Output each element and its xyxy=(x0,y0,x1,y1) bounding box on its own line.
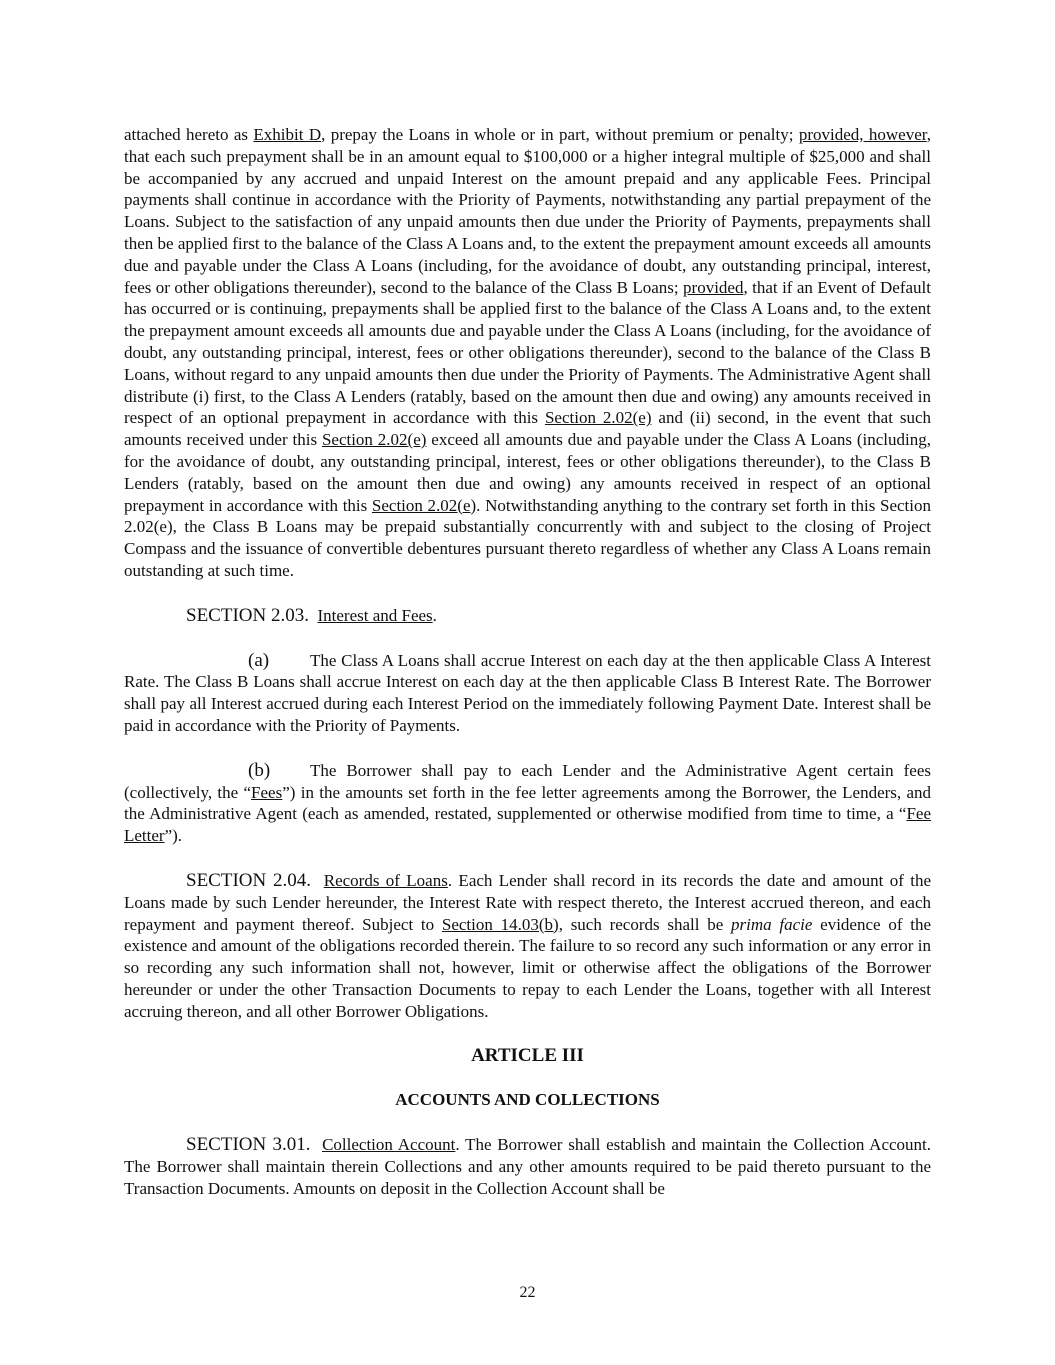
section-2-03-heading: SECTION 2.03. Interest and Fees. xyxy=(186,604,437,626)
prepayment-paragraph: attached hereto as Exhibit D, prepay the Loans in whole or in part, without premium or penalty; provided, however, that each such prepayment shall be in an amount equal to $100,000 or a higher integral multiple of $25,000 and shall be accompanied by any accrued and unpaid Interest on the amount prepaid and any applicable Fees. Principal payments shall continue in accordance with the Priority of Payments, notwithstanding any partial prepayment of the Loans. Subject to the satisfaction of any unpaid amounts then due under the Priority of Payments, prepayments shall then be applied first to the balance of the Class A Loans and, to the extent the prepayment amount exceeds all amounts due and payable under the Class A Loans (including, for the avoidance of doubt, any outstanding principal, interest, fees or other obligations thereunder), second to the balance of the Class B Loans; provided, that if an Event of Default has occurred or is continuing, prepayments shall be applied first to the balance of the Class A Loans and, to the extent the prepayment amount exceeds all amounts due and payable under the Class A Loans (including, for the avoidance of doubt, any outstanding principal, interest, fees or other obligations thereunder), second to the balance of the Class B Loans, without regard to any unpaid amounts then due under the Priority of Payments. The Administrative Agent shall distribute (i) first, to the Class A Lenders (ratably, based on the amount then due and owing) any amounts received in respect of an optional prepayment in accordance with this Section 2.02(e) and (ii) second, in the event that such amounts received under this Section 2.02(e) exceed all amounts due and payable under the Class A Loans (including, for the avoidance of doubt, any outstanding principal, interest, fees or other obligations thereunder), to the Class B Lenders (ratably, based on the amount then due and owing) any amounts received in respect of an optional prepayment in accordance with this Section 2.02(e). Notwithstanding anything to the contrary set forth in this Section 2.02(e), the Class B Loans may be prepaid substantially concurrently with and subject to the closing of Project Compass and the issuance of convertible debentures pursuant thereto regardless of whether any Class A Loans remain outstanding at such time. xyxy=(124,125,932,580)
section-title: Interest and Fees xyxy=(317,605,433,625)
section-number: SECTION 2.04. xyxy=(186,869,312,891)
section-number: SECTION 2.03. xyxy=(186,604,309,626)
section-reference: Section 14.03(b) xyxy=(441,914,559,934)
provided-term: provided xyxy=(683,277,744,297)
subsection-a: (a) The Class A Loans shall accrue Interest on each day at the then applicable Class A Interest Rate. The Class B Loans shall accrue Interest on each day at the then applicable Class B Interest Rate. The Borrower shall pay all Interest accrued during each Interest Period on the immediately following Payment Date. Interest shall be paid in accordance with the Priority of Payments. xyxy=(124,649,931,735)
section-title: Collection Account xyxy=(322,1135,456,1155)
subsection-label: (b) xyxy=(248,759,271,781)
page-number: 22 xyxy=(519,1284,536,1301)
subsection-b: (b) The Borrower shall pay to each Lender and the Administrative Agent certain fees (collectively, the “Fees”) in the amounts set forth in the fee letter agreements among the Borrower, the Lenders, and the Administrative Agent (each as amended, restated, supplemented or otherwise modified from time to time, a “Fee Letter”). xyxy=(124,759,932,846)
article-subtitle: ACCOUNTS AND COLLECTIONS xyxy=(395,1090,660,1110)
fee-letter-defined-term: Fee Letter xyxy=(124,804,931,846)
section-number: SECTION 3.01. xyxy=(186,1134,311,1156)
document-page xyxy=(124,124,931,1200)
section-title: Records of Loans xyxy=(323,870,448,890)
section-3-01-paragraph: SECTION 3.01. Collection Account. The Borrower shall establish and maintain the Collection Account. The Borrower shall maintain therein Collections and any other amounts required to be paid thereto pursuant to the Transaction Documents. Amounts on deposit in the Collection Account shall be xyxy=(124,1134,932,1199)
section-reference: Section 2.02(e) xyxy=(544,408,652,428)
article-title: ARTICLE III xyxy=(471,1045,584,1067)
provided-however-term: provided, however xyxy=(798,125,927,144)
section-reference: Section 2.02(e) xyxy=(321,430,427,450)
exhibit-d-reference: Exhibit D xyxy=(253,125,322,144)
fees-defined-term: Fees xyxy=(251,782,283,802)
italic-term: prima facie xyxy=(731,914,813,934)
subsection-label: (a) xyxy=(248,649,270,671)
section-reference: Section 2.02(e) xyxy=(371,495,477,515)
section-2-04-paragraph: SECTION 2.04. Records of Loans. Each Lender shall record in its records the date and amount of the Loans made by such Lender hereunder, the Interest Rate with respect thereto, the Interest accrued thereon, and each repayment and payment thereof. Subject to Section 14.03(b), such records shall be prima facie evidence of the existence and amount of the obligations recorded therein. The failure to so record any such information or any error in so recording any such information shall not, however, limit or otherwise affect the obligations of the Borrower hereunder or under the other Transaction Documents to repay to each Lender the Loans, together with all Interest accruing thereon, and all other Borrower Obligations. xyxy=(124,869,931,1021)
